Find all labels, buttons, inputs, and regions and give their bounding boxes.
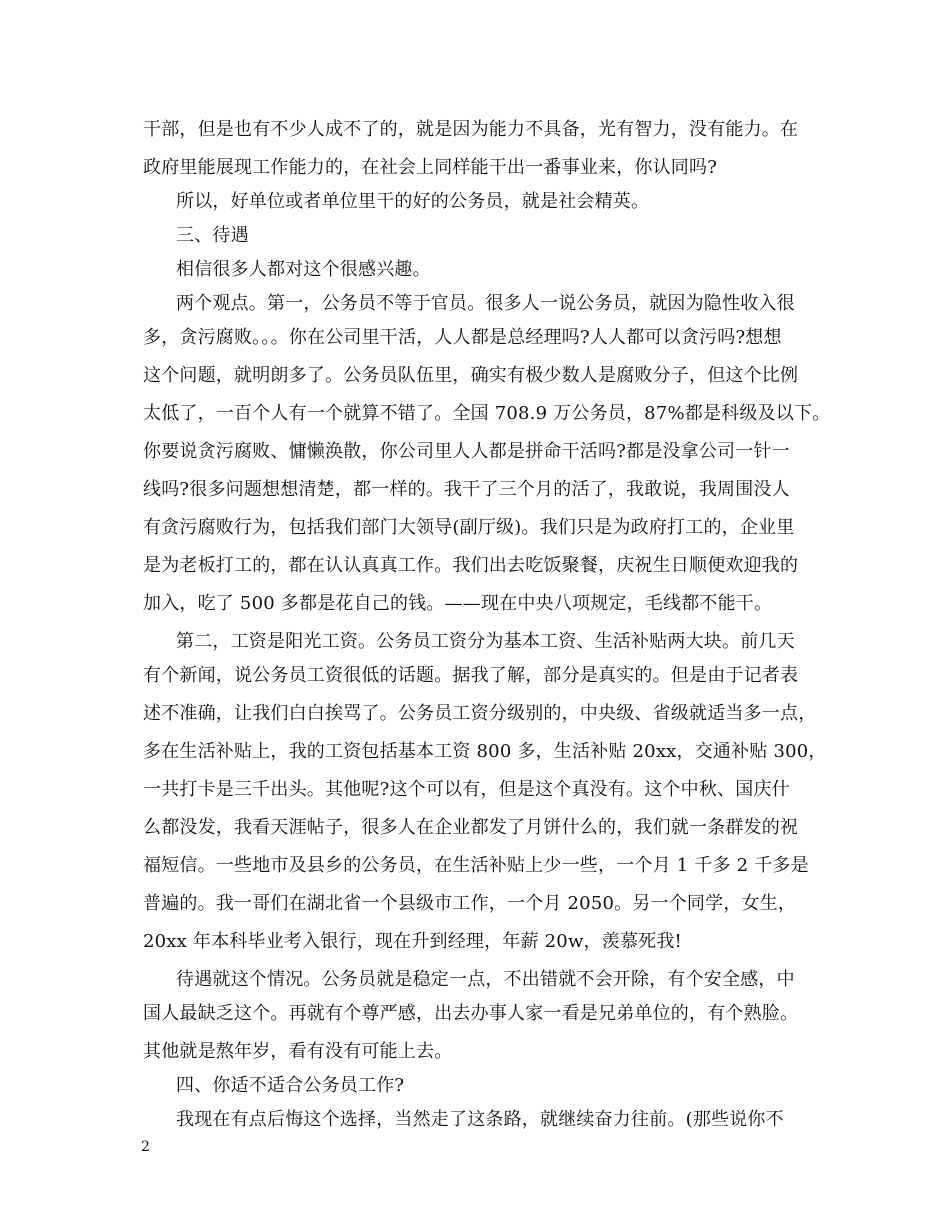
text-line: 待遇就这个情况。公务员就是稳定一点，不出错就不会开除，有个安全感，中 — [176, 969, 795, 990]
text-line: 第二，工资是阳光工资。公务员工资分为基本工资、生活补贴两大块。前几天 — [176, 631, 795, 652]
text-line: 所以，好单位或者单位里干的好的公务员，就是社会精英。 — [176, 191, 650, 212]
text-line: 你要说贪污腐败、慵懒涣散，你公司里人人都是拼命干活吗?都是没拿公司一针一 — [143, 441, 790, 462]
text-line: 我现在有点后悔这个选择，当然走了这条路，就继续奋力往前。(那些说你不 — [176, 1109, 784, 1130]
text-line: 多在生活补贴上，我的工资包括基本工资 800 多，生活补贴 20xx，交通补贴 300， — [143, 741, 827, 762]
text-line: 么都没发，我看天涯帖子，很多人在企业都发了月饼什么的，我们就一条群发的祝 — [143, 817, 799, 838]
text-line: 相信很多人都对这个很感兴趣。 — [176, 259, 431, 280]
text-line: 是为老板打工的，都在认认真真工作。我们出去吃饭聚餐，庆祝生日顺便欢迎我的 — [143, 555, 799, 576]
text-line: 这个问题，就明朗多了。公务员队伍里，确实有极少数人是腐败分子，但这个比例 — [143, 365, 799, 386]
text-line: 多，贪污腐败。。。你在公司里干活，人人都是总经理吗?人人都可以贪污吗?想想 — [143, 327, 782, 348]
text-line: 20xx 年本科毕业考入银行，现在升到经理，年薪 20w，羡慕死我! — [143, 931, 682, 952]
text-line: 有贪污腐败行为，包括我们部门大领导(副厅级)。我们只是为政府打工的，企业里 — [143, 517, 795, 538]
text-line: 太低了，一百个人有一个就算不错了。全国 708.9 万公务员，87%都是科级及以下。 — [143, 403, 831, 424]
section-heading: 三、待遇 — [176, 225, 249, 246]
text-line: 其他就是熬年岁，看有没有可能上去。 — [143, 1041, 453, 1062]
section-heading: 四、你适不适合公务员工作? — [176, 1075, 405, 1096]
page-number: 2 — [141, 1139, 150, 1155]
text-line: 福短信。一些地市及县乡的公务员，在生活补贴上少一些，一个月 1 千多 2 千多是 — [143, 855, 809, 876]
text-line: 政府里能展现工作能力的，在社会上同样能干出一番事业来，你认同吗? — [143, 157, 718, 178]
text-line: 普遍的。我一哥们在湖北省一个县级市工作，一个月 2050。另一个同学，女生， — [143, 893, 797, 914]
text-line: 国人最缺乏这个。再就有个尊严感，出去办事人家一看是兄弟单位的，有个熟脸。 — [143, 1003, 799, 1024]
text-line: 加入，吃了 500 多都是花自己的钱。——现在中央八项规定，毛线都不能干。 — [143, 593, 773, 614]
text-line: 述不准确，让我们白白挨骂了。公务员工资分级别的，中央级、省级就适当多一点， — [143, 703, 817, 724]
text-line: 两个观点。第一，公务员不等于官员。很多人一说公务员，就因为隐性收入很 — [176, 293, 795, 314]
text-line: 干部，但是也有不少人成不了的，就是因为能力不具备，光有智力，没有能力。在 — [143, 119, 799, 140]
text-line: 一共打卡是三千出头。其他呢?这个可以有，但是这个真没有。这个中秋、国庆什 — [143, 779, 790, 800]
text-line: 有个新闻，说公务员工资很低的话题。据我了解，部分是真实的。但是由于记者表 — [143, 665, 799, 686]
text-line: 线吗?很多问题想想清楚，都一样的。我干了三个月的活了，我敢说，我周围没人 — [143, 479, 790, 500]
